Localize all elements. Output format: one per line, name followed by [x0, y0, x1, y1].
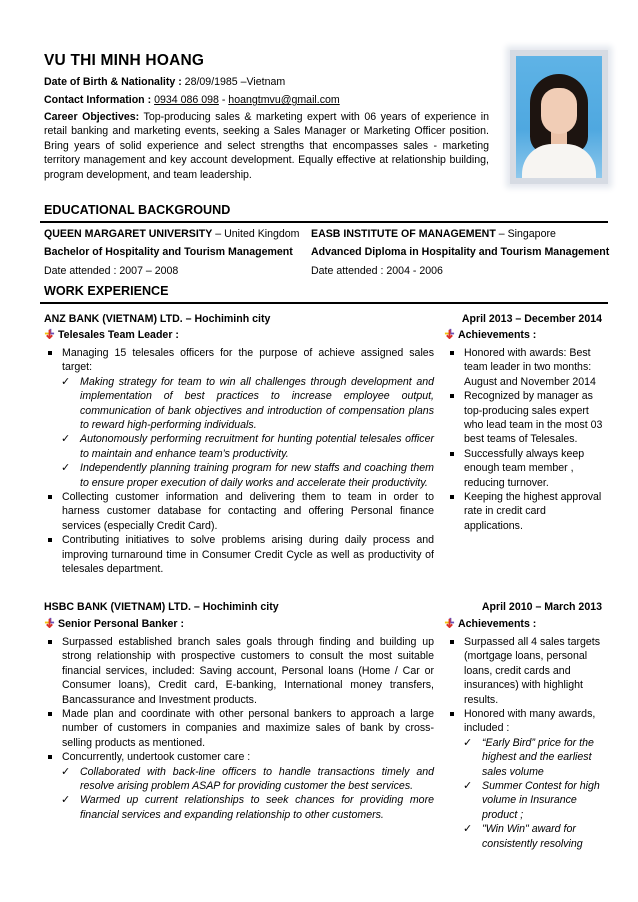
list-item: Honored with many awards, included : ✓ “Early Bird” price for the highest and the earliest sales volume ✓ Summer Contest for high volume in Insurance product ; ✓ "Win Win" award for consistently resolving [446, 707, 604, 851]
contact-label: Contact Information : [44, 94, 152, 106]
list-item: ✓ Autonomously performing recruitment for hunting potential telesales officer to maintain and enhance team’s productivity. [61, 433, 434, 460]
education-heading: EDUCATIONAL BACKGROUND [44, 203, 231, 217]
profile-photo [510, 50, 608, 184]
email-link[interactable]: hoangtmvu@gmail.com [228, 94, 340, 106]
school-name: QUEEN MARGARET UNIVERSITY [44, 228, 213, 240]
school-name: EASB INSTITUTE OF MANAGEMENT [311, 228, 496, 240]
check-icon: ✓ [61, 462, 71, 475]
career-objective [44, 110, 489, 182]
achievements-label: Achievements : [458, 329, 537, 341]
job-role [44, 328, 179, 342]
list-item: ✓ "Win Win" award for consistently resolving [463, 823, 583, 850]
work-divider [40, 302, 608, 304]
education-left [44, 227, 304, 278]
list-item: ✓ Independently planning training program for new staffs and coaching them to ensure proper execution of daily works and accelerate their productivity. [61, 462, 434, 489]
dob-value: 28/09/1985 –Vietnam [181, 76, 286, 88]
list-item: Managing 15 telesales officers for the purpose of achieve assigned sales target: ✓ Making strategy for team to win all challenges through development and implementation of best practices to increase employee output, communication of bank objectives and introduction of compensation plans to reward high-performing individuals. ✓ Autonomously performing recruitment for hunting potential telesales officer to maintain and enhance team’s productivity. ✓ Independently planning training program for new staffs and coaching them to ensure proper execution of daily works and accelerate their productivity. [44, 346, 434, 490]
arrow-down-left-icon [444, 328, 455, 339]
arrow-down-left-icon [444, 617, 455, 628]
job-company: ANZ BANK (VIETNAM) LTD. – Hochiminh city [44, 313, 271, 325]
list-item: Surpassed all 4 sales targets (mortgage loans, personal loans, credit cards and insurances) with highlight results. [446, 635, 604, 707]
list-item: Keeping the highest approval rate in credit card applications. [446, 490, 604, 533]
job-role [44, 617, 184, 631]
list-item: Recognized by manager as top-producing sales expert who lead team in the most 03 best teams of Telesales. [446, 389, 604, 447]
phone-link[interactable]: 0934 086 098 [154, 94, 219, 106]
list-item: ✓ Collaborated with back-line officers to handle transactions timely and resolve arising problem ASAP for providing customer the best services. [61, 765, 434, 793]
job-duties [44, 635, 434, 822]
education-divider [40, 221, 608, 223]
candidate-name: VU THI MINH HOANG [44, 52, 205, 69]
list-item: Honored with awards: Best team leader in two months: August and November 2014 [446, 346, 604, 389]
dob-label: Date of Birth & Nationality : [44, 76, 182, 88]
list-item: Concurrently, undertook customer care : ✓ Collaborated with back-line officers to handle transactions timely and resolve arising problem ASAP for providing customer the best services. ✓ Warmed up current relationships to seek chances for providing more financial services and expanding relationship to other customers. [44, 750, 434, 822]
list-item: Contributing initiatives to solve problems arising during daily process and improving turnaround time in Consumer Credit Cycle as well as productivity of telesales department. [44, 533, 434, 576]
education-right [311, 227, 611, 278]
job-period: April 2010 – March 2013 [481, 601, 602, 613]
contact-separator: - [218, 94, 229, 106]
check-icon: ✓ [463, 736, 473, 749]
role-title: Telesales Team Leader : [58, 329, 179, 341]
degree-name: Bachelor of Hospitality and Tourism Management [44, 246, 293, 259]
achievements-heading [444, 617, 536, 631]
arrow-down-left-icon [44, 328, 55, 339]
list-item: Successfully always keep enough team member , reducing turnover. [446, 447, 604, 490]
list-item: Collecting customer information and delivering them to team in order to harness customer database for contacting and offering Personal finance services (especially Credit Card). [44, 490, 434, 533]
job-period: April 2013 – December 2014 [461, 313, 602, 325]
check-icon: ✓ [463, 823, 473, 836]
check-icon: ✓ [463, 780, 473, 793]
check-icon: ✓ [61, 765, 71, 778]
job-achievements [446, 346, 604, 533]
school-location: – United Kingdom [212, 228, 300, 240]
achievements-heading [444, 328, 536, 342]
job-duties [44, 346, 434, 577]
role-title: Senior Personal Banker : [58, 618, 184, 630]
work-heading: WORK EXPERIENCE [44, 284, 169, 298]
objective-text: Top-producing sales & marketing expert with 06 years of experience in retail banking and marketing events, seeking a Sales Manager or Marketing Officer position. Bring years of solid experience and select strengths that encompasses sales - marketing territory management and key account development. Equally effective at relationship building, program development, and team leadership. [44, 111, 489, 181]
list-item: Made plan and coordinate with other personal bankers to approach a large number of customers in companies and maximize sales of bank by cross-selling products as mentioned. [44, 707, 434, 750]
school-location: – Singapore [495, 228, 556, 240]
list-item: ✓ Making strategy for team to win all challenges through development and implementation of best practices to increase employee output, communication of bank objectives and introduction of compensation plans to reward high-performing individuals. [61, 375, 434, 432]
list-item: ✓ Warmed up current relationships to seek chances for providing more financial services and expanding relationship to other customers. [61, 794, 434, 821]
check-icon: ✓ [61, 433, 71, 446]
list-item: ✓ Summer Contest for high volume in Insurance product ; [463, 780, 600, 821]
attendance-dates: Date attended : 2007 – 2008 [44, 264, 179, 277]
check-icon: ✓ [61, 794, 71, 807]
achievements-label: Achievements : [458, 618, 537, 630]
list-item: Surpassed established branch sales goals through finding and building up strong relationship with prospective customers to consult the most suitable financial services, included: Saving account, Personal loans (Home / Car or Consumer loans), Credit card, E-banking, International money transfers, Bancassurance and Investment products. [44, 635, 434, 707]
job-achievements [446, 635, 604, 851]
job-company: HSBC BANK (VIETNAM) LTD. – Hochiminh city [44, 601, 279, 613]
arrow-down-left-icon [44, 617, 55, 628]
dob-line [44, 75, 285, 89]
check-icon: ✓ [61, 375, 71, 388]
list-item: ✓ “Early Bird” price for the highest and the earliest sales volume [463, 736, 594, 778]
attendance-dates: Date attended : 2004 - 2006 [311, 264, 443, 277]
degree-name: Advanced Diploma in Hospitality and Tourism Management [311, 246, 610, 259]
objective-label: Career Objectives: [44, 111, 140, 123]
contact-line [44, 93, 340, 107]
